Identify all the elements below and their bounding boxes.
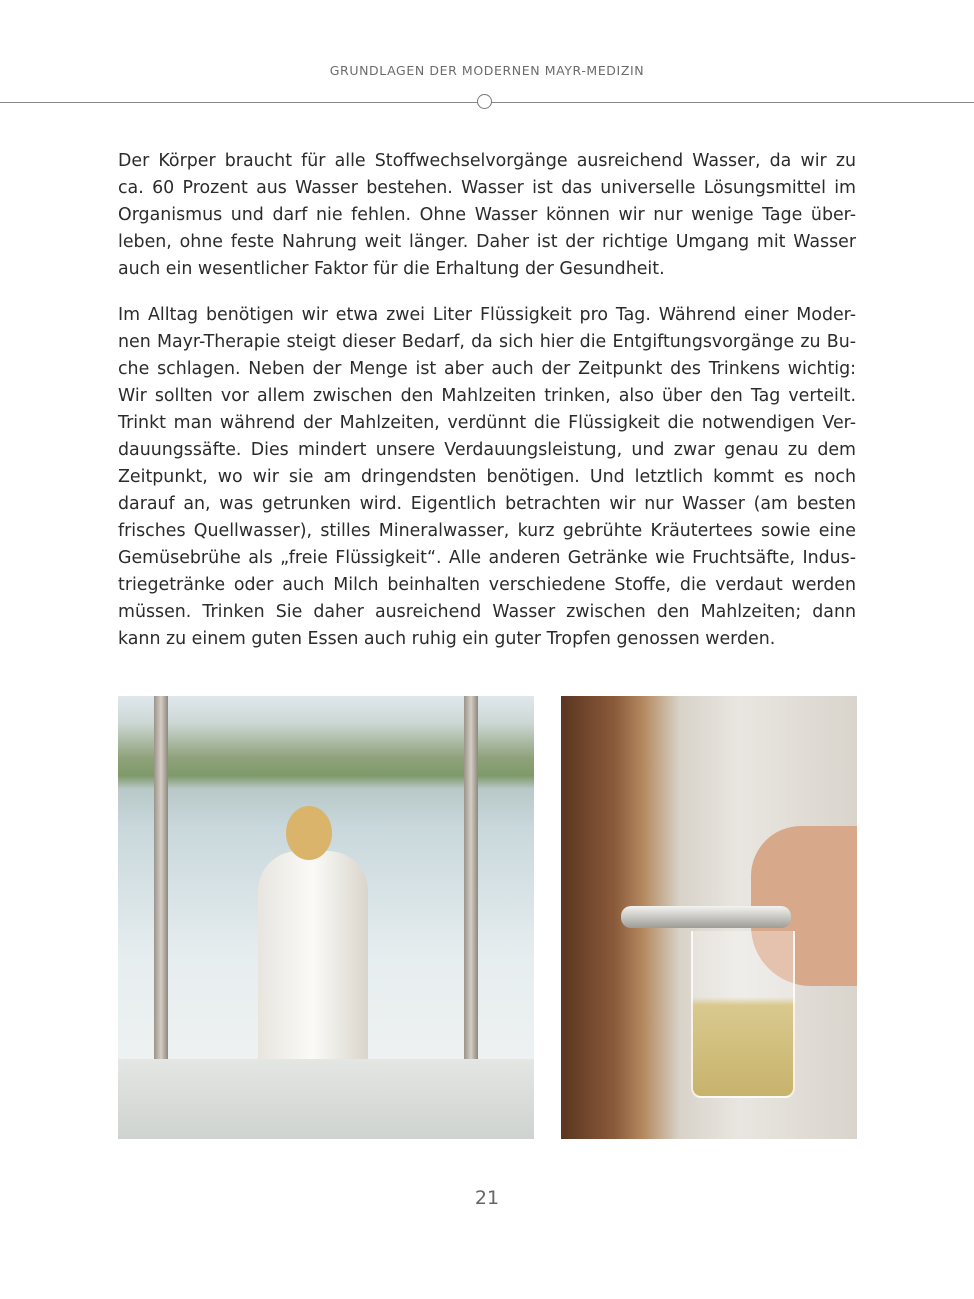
text-line: Organismus und darf nie fehlen. Ohne Wasser können wir nur wenige Tage über- (118, 205, 856, 225)
text-line: darauf an, was getrunken wird. Eigentlich betrachten wir nur Wasser (am besten (118, 494, 856, 514)
text-line: dauungssäfte. Dies mindert unsere Verdauungsleistung, und zwar genau zu dem (118, 440, 856, 460)
text-line: ca. 60 Prozent aus Wasser bestehen. Wasser ist das universelle Lösungsmittel im (118, 178, 856, 198)
window-sill (118, 1059, 534, 1139)
text-line: müssen. Trinken Sie daher ausreichend Wasser zwischen den Mahlzeiten; dann (118, 602, 856, 622)
photo-woman-in-bathrobe-by-lake (118, 696, 534, 1139)
paragraph-2 (118, 302, 856, 653)
text-line: leben, ohne feste Nahrung weit länger. Daher ist der richtige Umgang mit Wasser (118, 232, 856, 252)
page-number: 21 (474, 1187, 500, 1209)
text-line: frisches Quellwasser), stilles Mineralwasser, kurz gebrühte Kräutertees sowie eine (118, 521, 856, 541)
text-line: kann zu einem guten Essen auch ruhig ein guter Tropfen genossen werden. (118, 629, 776, 649)
text-line: triegetränke oder auch Milch beinhalten verschiedene Stoffe, die verdaut werden (118, 575, 856, 595)
text-line: auch ein wesentlicher Faktor für die Erhaltung der Gesundheit. (118, 259, 665, 279)
circle-ornament-icon (477, 94, 492, 109)
text-line: Der Körper braucht für alle Stoffwechselvorgänge ausreichend Wasser, da wir zu (118, 151, 856, 171)
photo-water-dispenser-glass (561, 696, 857, 1139)
text-line: Im Alltag benötigen wir etwa zwei Liter Flüssigkeit pro Tag. Während einer Moder- (118, 305, 856, 325)
paragraph-1 (118, 148, 856, 283)
text-line: Trinkt man während der Mahlzeiten, verdünnt die Flüssigkeit die notwendigen Ver- (118, 413, 856, 433)
text-line: che schlagen. Neben der Menge ist aber auch der Zeitpunkt des Trinkens wichtig: (118, 359, 856, 379)
glass (691, 931, 795, 1098)
running-header: GRUNDLAGEN DER MODERNEN MAYR-MEDIZIN (329, 63, 645, 78)
tap (621, 906, 791, 928)
text-line: Zeitpunkt, wo wir sie am dringendsten benötigen. Und letztlich kommt es noch (118, 467, 856, 487)
text-line: nen Mayr-Therapie steigt dieser Bedarf, da sich hier die Entgiftungsvorgänge zu Bu- (118, 332, 856, 352)
text-line: Wir sollten vor allem zwischen den Mahlzeiten trinken, also über den Tag verteilt. (118, 386, 856, 406)
text-line: Gemüsebrühe als „freie Flüssigkeit“. Alle anderen Getränke wie Fruchtsäfte, Indus- (118, 548, 856, 568)
head (286, 806, 332, 860)
